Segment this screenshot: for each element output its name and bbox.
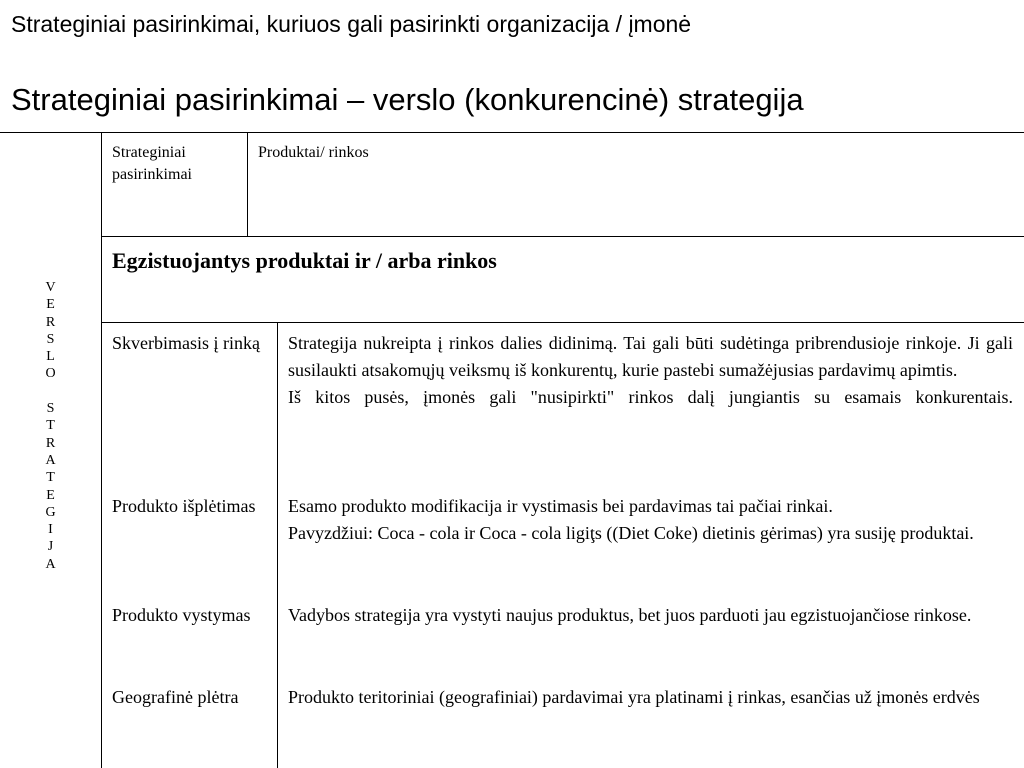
vertical-label-char: I [48, 522, 53, 538]
description-paragraph: Strategija nukreipta į rinkos dalies didinimą. Tai gali būti sudėtinga pribrendusioje rinkoje. Ji gali susilaukti atsakomųjų veiksmų iš konkurentų, kurie pastebi sumažėjusias pardavimų apimtis. [288, 333, 1013, 380]
row-label-geographic-expansion: Geografinė plėtra [112, 687, 239, 707]
vertical-label-char: T [46, 418, 55, 434]
vertical-label-char: O [45, 366, 56, 382]
row-description-product-development [288, 602, 1013, 629]
slide-subtitle: Strateginiai pasirinkimai, kuriuos gali pasirinkti organizacija / įmonė [11, 11, 692, 37]
description-paragraph: Vadybos strategija yra vystyti naujus produktus, bet juos parduoti jau egzistuojančiose rinkose. [288, 605, 972, 625]
vertical-label-verslo-strategija [0, 279, 101, 573]
row-description-market-penetration [288, 330, 1013, 411]
vertical-label-char: L [46, 349, 55, 365]
vertical-label-char [0, 383, 101, 400]
vertical-label-char: A [45, 556, 56, 572]
vertical-label-char: R [45, 435, 56, 451]
table-left-column-border [101, 132, 102, 768]
row-description-product-extension [288, 493, 1013, 547]
header-column-divider [247, 132, 248, 236]
header-strategic-choices: Strateginiai pasirinkimai [112, 144, 192, 183]
vertical-label-char: R [45, 314, 56, 330]
vertical-label-char: G [45, 504, 56, 520]
description-paragraph: Produkto teritoriniai (geografiniai) pardavimai yra platinami į rinkas, esančias už įmonės erdvės [288, 687, 980, 707]
row-description-geographic-expansion [288, 684, 1013, 711]
row-label-product-extension: Produkto išplėtimas [112, 496, 256, 516]
vertical-label-char: T [46, 470, 55, 486]
header-products-markets: Produktai/ rinkos [258, 144, 369, 161]
vertical-label-char: V [45, 280, 56, 295]
description-paragraph: Iš kitos pusės, įmonės gali "nusipirkti" rinkos dalį jungiantis su esamais konkurentais. [288, 387, 1013, 407]
vertical-label-char: S [46, 401, 55, 417]
vertical-label-char: E [46, 487, 55, 503]
vertical-label-char: E [46, 297, 55, 313]
body-column-divider [277, 322, 278, 768]
vertical-label-char: J [47, 539, 54, 555]
description-paragraph: Esamo produkto modifikacija ir vystimasis bei pardavimas tai pačiai rinkai. [288, 496, 833, 516]
table-top-border [0, 132, 1024, 133]
row-label-market-penetration: Skverbimasis į rinką [112, 333, 260, 353]
section-heading-bottom-border [101, 322, 1024, 323]
section-heading: Egzistuojantys produktai ir / arba rinkos [112, 248, 497, 273]
vertical-label-char: A [45, 452, 56, 468]
description-paragraph: Pavyzdžiui: Coca - cola ir Coca - cola ligiţs ((Diet Coke) dietinis gėrimas) yra susiję produktai. [288, 523, 974, 543]
slide-title: Strateginiai pasirinkimai – verslo (konkurencinė) strategija [11, 82, 804, 117]
header-bottom-border [101, 236, 1024, 237]
row-label-product-development: Produkto vystymas [112, 605, 251, 625]
vertical-label-char: S [46, 331, 55, 347]
